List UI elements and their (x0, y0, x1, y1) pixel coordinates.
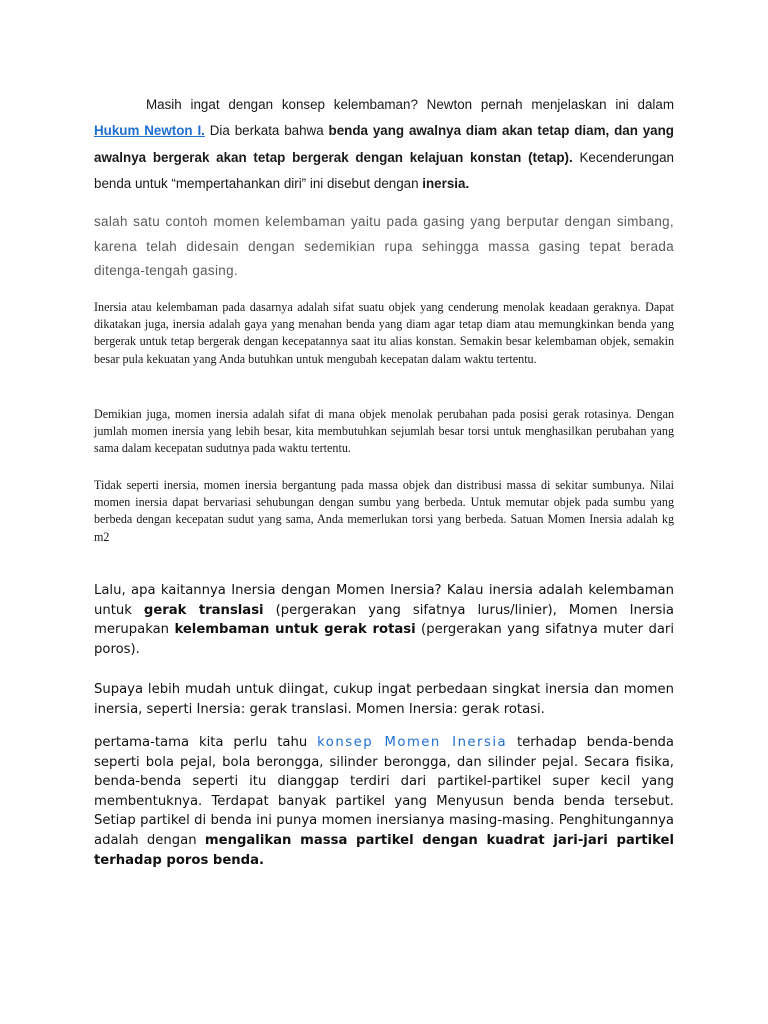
paragraph-newton-inertia (94, 92, 674, 198)
paragraph-gasing-example: salah satu contoh momen kelembaman yaitu pada gasing yang berputar dengan simbang, karena telah didesain dengan sedemikian rupa sehingga massa gasing tepat berada ditenga-tengah gasing. (94, 214, 674, 279)
paragraph-relation (94, 581, 674, 659)
text-run: terhadap benda-benda seperti bola pejal, bola berongga, silinder berongga, dan silinder pejal. Secara fisika, benda-benda seperti itu dianggap terdiri dari partikel-partikel super kecil yang membentuknya. Terdapat banyak partikel yang Menyusun benda benda tersebut. Setiap partikel di benda ini punya momen inersianya masing-masing. Penghitungannya adalah dengan (94, 735, 675, 848)
bold-text: inersia. (422, 176, 470, 192)
paragraph-momen-inersia-distribution: Tidak seperti inersia, momen inersia bergantung pada massa objek dan distribusi massa di sekitar sumbunya. Nilai momen inersia dapat bervariasi sehubungan dengan sumbu yang berbeda. Untuk memutar objek pada sumbu yang berbeda dengan kecepatan sudut yang sama, Anda memerlukan torsi yang berbeda. Satuan Momen Inersia adalah kg m2 (94, 478, 674, 544)
hukum-newton-link[interactable]: Hukum Newton I. (94, 123, 205, 139)
paragraph-konsep-momen-inersia (94, 733, 674, 870)
bold-text: benda yang awalnya diam akan tetap diam, dan yang awalnya bergerak akan tetap bergerak dengan kelajuan konstan (tetap). (94, 123, 674, 165)
text-run: Lalu, apa kaitannya Inersia dengan Momen Inersia? Kalau inersia adalah kelembaman untuk (94, 583, 674, 618)
text-run: Masih ingat dengan konsep kelembaman? Newton pernah menjelaskan ini dalam (146, 97, 674, 112)
bold-text: mengalikan massa partikel dengan kuadrat jari-jari partikel terhadap poros benda. (94, 832, 674, 868)
paragraph-inersia-definition: Inersia atau kelembaman pada dasarnya adalah sifat suatu objek yang cenderung menolak keadaan geraknya. Dapat dikatakan juga, inersia adalah gaya yang menahan benda yang diam agar tetap diam atau memungkinkan benda yang bergerak untuk tetap bergerak dengan kecepatannya saat itu alias konstan. Semakin besar kelembaman objek, semakin besar pula kekuatan yang Anda butuhkan untuk mengubah kecepatan dalam waktu tertentu. (94, 300, 674, 366)
text-run: Dia berkata bahwa (204, 123, 329, 139)
text-run: (pergerakan yang sifatnya lurus/linier), Momen Inersia merupakan (94, 602, 674, 638)
konsep-momen-inersia-link[interactable]: konsep Momen Inersia (317, 735, 508, 750)
text-run: Kecenderungan benda untuk “mempertahankan diri” ini disebut dengan (94, 149, 674, 192)
paragraph-summary: Supaya lebih mudah untuk diingat, cukup ingat perbedaan singkat inersia dan momen inersia, seperti Inersia: gerak translasi. Momen Inersia: gerak rotasi. (94, 682, 674, 717)
bold-text: gerak translasi (143, 602, 264, 618)
text-run: (pergerakan yang sifatnya muter dari poros). (94, 622, 674, 657)
bold-text: kelembaman untuk gerak rotasi (174, 622, 416, 638)
paragraph-momen-inersia-definition: Demikian juga, momen inersia adalah sifat di mana objek menolak perubahan pada posisi gerak rotasinya. Dengan jumlah momen inersia yang lebih besar, kita membutuhkan sejumlah besar torsi untuk menghasilkan perubahan yang sama dalam kecepatan sudutnya pada waktu tertentu. (94, 407, 674, 456)
text-run: pertama-tama kita perlu tahu (94, 735, 318, 750)
